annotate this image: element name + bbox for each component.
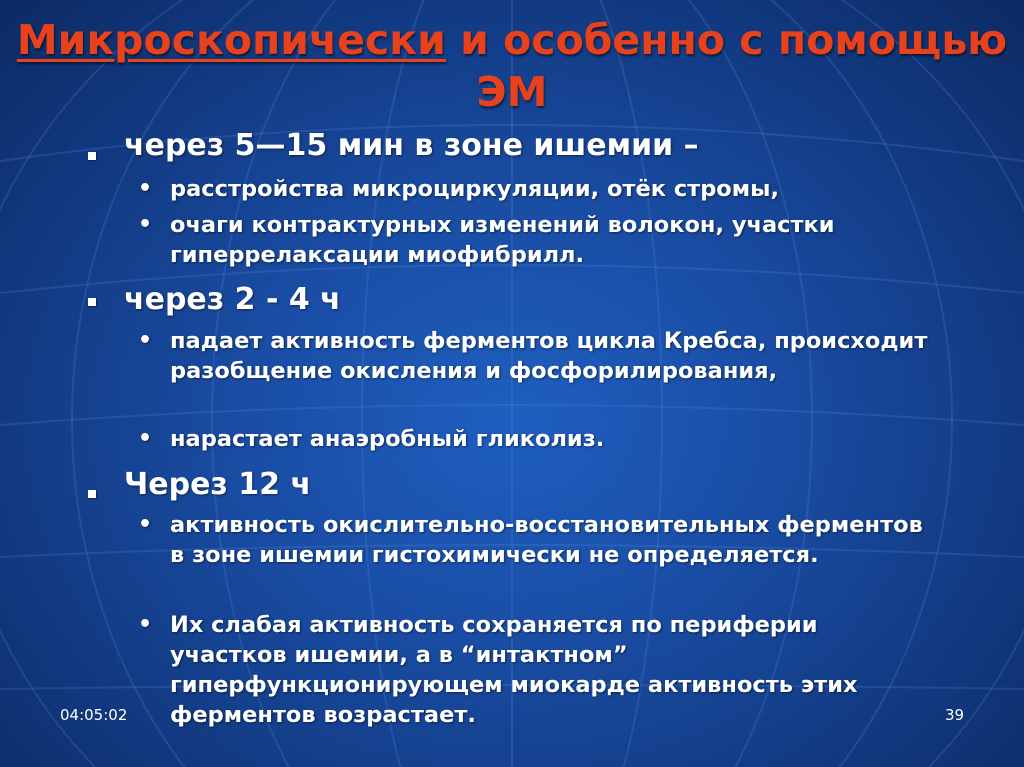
level2-bullet-icon: •	[138, 426, 153, 451]
section-heading: через 2 - 4 ч	[124, 282, 341, 317]
slide-title-underlined: Микроскопически	[16, 16, 446, 64]
level2-bullet-icon: •	[138, 612, 153, 637]
level2-bullet-icon: •	[138, 328, 153, 353]
list-item: активность окислительно-восстановительных ферментов в зоне ишемии гистохимически не определяется.	[170, 512, 923, 568]
level1-bullet-icon	[88, 298, 96, 306]
list-item: расстройства микроциркуляции, отёк стромы,	[170, 176, 780, 202]
level2-bullet-icon: •	[138, 176, 153, 201]
list-item: Их слабая активность сохраняется по периферии участков ишемии, а в “интактном” гиперфункционирующем миокарде активность этих ферментов возрастает.	[170, 612, 858, 728]
level2-bullet-icon: •	[138, 512, 153, 537]
list-item: падает активность ферментов цикла Кребса, происходит разобщение окисления и фосфорилирования,	[170, 328, 928, 384]
slide-title-rest: и особенно с помощью ЭМ	[445, 16, 1008, 116]
section-heading: Через 12 ч	[124, 467, 312, 502]
level1-bullet-icon	[88, 490, 96, 498]
section-heading: через 5—15 мин в зоне ишемии –	[124, 128, 699, 163]
level1-bullet-icon	[88, 152, 96, 160]
level2-bullet-icon: •	[138, 212, 153, 237]
page-number: 39	[945, 706, 965, 724]
footer-time: 04:05:02	[60, 706, 128, 724]
list-item: очаги контрактурных изменений волокон, участки гиперрелаксации миофибрилл.	[170, 212, 835, 268]
list-item: нарастает анаэробный гликолиз.	[170, 426, 605, 452]
